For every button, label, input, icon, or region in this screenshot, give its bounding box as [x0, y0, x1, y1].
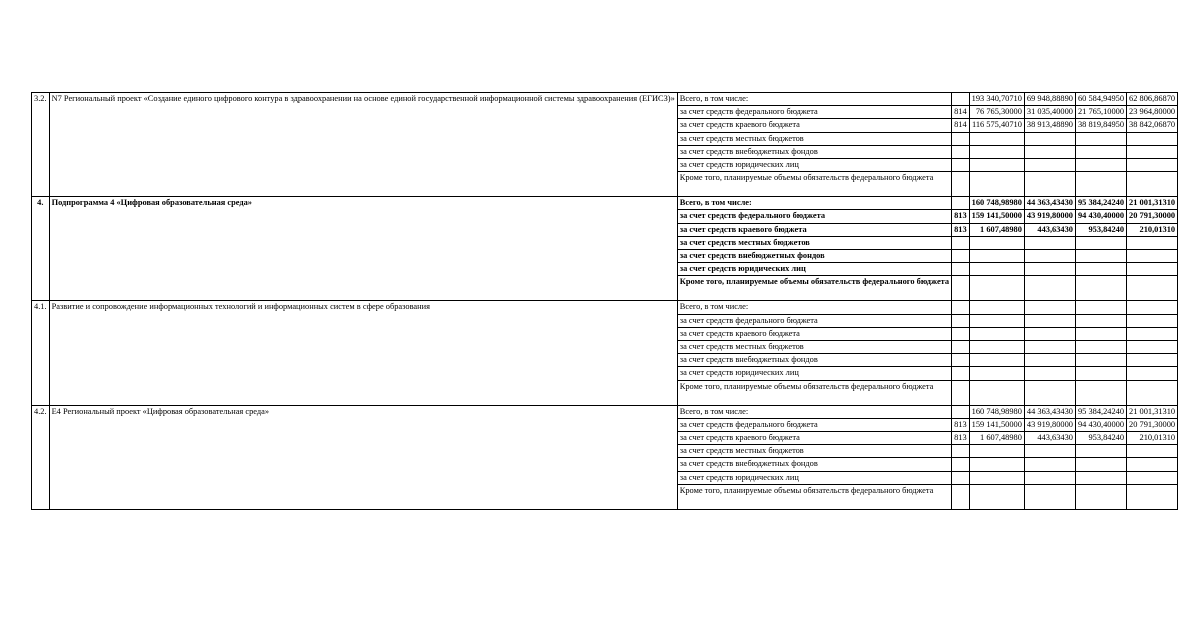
funding-source-cell: Всего, в том числе:	[677, 197, 951, 210]
budget-code-cell: 814	[952, 119, 970, 132]
funding-source-cell: за счет средств местных бюджетов	[677, 341, 951, 354]
year-1-amount-cell	[1024, 276, 1075, 301]
total-amount-cell	[969, 380, 1024, 405]
funding-source-cell: Всего, в том числе:	[677, 405, 951, 418]
year-2-amount-cell: 38 819,84950	[1075, 119, 1126, 132]
total-amount-cell	[969, 354, 1024, 367]
year-1-amount-cell: 31 035,40000	[1024, 106, 1075, 119]
budget-code-cell	[952, 484, 970, 509]
year-2-amount-cell	[1075, 236, 1126, 249]
funding-source-cell: за счет средств внебюджетных фондов	[677, 145, 951, 158]
year-2-amount-cell: 95 384,24240	[1075, 197, 1126, 210]
total-amount-cell: 116 575,40710	[969, 119, 1024, 132]
budget-table-body	[32, 93, 1178, 510]
year-3-amount-cell: 20 791,30000	[1127, 418, 1178, 431]
year-2-amount-cell	[1075, 327, 1126, 340]
year-1-amount-cell	[1024, 458, 1075, 471]
year-3-amount-cell	[1127, 367, 1178, 380]
year-2-amount-cell: 94 430,40000	[1075, 210, 1126, 223]
total-amount-cell	[969, 341, 1024, 354]
total-amount-cell	[969, 458, 1024, 471]
budget-code-cell	[952, 458, 970, 471]
budget-code-cell	[952, 250, 970, 263]
year-1-amount-cell	[1024, 354, 1075, 367]
program-name-cell: E4 Региональный проект «Цифровая образовательная среда»	[49, 405, 677, 509]
year-2-amount-cell	[1075, 471, 1126, 484]
funding-source-cell: Кроме того, планируемые объемы обязательств федерального бюджета	[677, 172, 951, 197]
budget-code-cell	[952, 263, 970, 276]
year-2-amount-cell	[1075, 484, 1126, 509]
total-amount-cell	[969, 471, 1024, 484]
table-row	[32, 197, 1178, 210]
year-1-amount-cell: 43 919,80000	[1024, 210, 1075, 223]
year-2-amount-cell	[1075, 159, 1126, 172]
total-amount-cell: 1 607,48980	[969, 432, 1024, 445]
year-2-amount-cell	[1075, 250, 1126, 263]
year-3-amount-cell	[1127, 132, 1178, 145]
year-2-amount-cell	[1075, 445, 1126, 458]
budget-code-cell	[952, 341, 970, 354]
funding-source-cell: за счет средств внебюджетных фондов	[677, 354, 951, 367]
budget-code-cell: 813	[952, 210, 970, 223]
year-1-amount-cell	[1024, 250, 1075, 263]
budget-code-cell	[952, 236, 970, 249]
year-3-amount-cell	[1127, 314, 1178, 327]
budget-code-cell	[952, 405, 970, 418]
row-number-cell: 3.2.	[32, 93, 50, 197]
total-amount-cell	[969, 445, 1024, 458]
year-2-amount-cell	[1075, 145, 1126, 158]
year-3-amount-cell	[1127, 380, 1178, 405]
year-2-amount-cell	[1075, 380, 1126, 405]
year-3-amount-cell	[1127, 263, 1178, 276]
funding-source-cell: за счет средств краевого бюджета	[677, 327, 951, 340]
total-amount-cell: 160 748,98980	[969, 197, 1024, 210]
year-3-amount-cell: 20 791,30000	[1127, 210, 1178, 223]
funding-source-cell: за счет средств краевого бюджета	[677, 223, 951, 236]
total-amount-cell: 159 141,50000	[969, 418, 1024, 431]
row-number-cell: 4.1.	[32, 301, 50, 405]
budget-code-cell: 813	[952, 418, 970, 431]
total-amount-cell: 193 340,70710	[969, 93, 1024, 106]
program-name-cell: Развитие и сопровождение информационных технологий и информационных систем в сфере образования	[49, 301, 677, 405]
table-row	[32, 93, 1178, 106]
year-2-amount-cell: 953,84240	[1075, 432, 1126, 445]
year-3-amount-cell	[1127, 445, 1178, 458]
year-2-amount-cell: 953,84240	[1075, 223, 1126, 236]
year-1-amount-cell: 38 913,48890	[1024, 119, 1075, 132]
year-1-amount-cell	[1024, 341, 1075, 354]
year-1-amount-cell: 44 363,43430	[1024, 405, 1075, 418]
year-3-amount-cell	[1127, 458, 1178, 471]
funding-source-cell: Кроме того, планируемые объемы обязательств федерального бюджета	[677, 484, 951, 509]
funding-source-cell: за счет средств местных бюджетов	[677, 236, 951, 249]
year-1-amount-cell	[1024, 380, 1075, 405]
year-2-amount-cell	[1075, 314, 1126, 327]
year-2-amount-cell: 94 430,40000	[1075, 418, 1126, 431]
budget-code-cell: 814	[952, 106, 970, 119]
year-1-amount-cell: 44 363,43430	[1024, 197, 1075, 210]
total-amount-cell	[969, 263, 1024, 276]
total-amount-cell	[969, 159, 1024, 172]
year-2-amount-cell	[1075, 354, 1126, 367]
year-1-amount-cell	[1024, 263, 1075, 276]
year-1-amount-cell: 443,63430	[1024, 223, 1075, 236]
year-1-amount-cell	[1024, 159, 1075, 172]
year-3-amount-cell: 23 964,80000	[1127, 106, 1178, 119]
budget-code-cell	[952, 471, 970, 484]
year-2-amount-cell	[1075, 341, 1126, 354]
budget-code-cell	[952, 314, 970, 327]
funding-source-cell: за счет средств юридических лиц	[677, 471, 951, 484]
total-amount-cell	[969, 314, 1024, 327]
year-3-amount-cell: 38 842,06870	[1127, 119, 1178, 132]
year-3-amount-cell	[1127, 471, 1178, 484]
year-3-amount-cell	[1127, 327, 1178, 340]
budget-code-cell	[952, 197, 970, 210]
budget-code-cell	[952, 301, 970, 314]
funding-source-cell: за счет средств федерального бюджета	[677, 210, 951, 223]
funding-source-cell: за счет средств юридических лиц	[677, 159, 951, 172]
year-1-amount-cell	[1024, 327, 1075, 340]
total-amount-cell: 159 141,50000	[969, 210, 1024, 223]
year-3-amount-cell	[1127, 236, 1178, 249]
program-name-cell: N7 Региональный проект «Создание единого цифрового контура в здравоохранении на основе единой государственной информационной системы здравоохранения (ЕГИСЗ)»	[49, 93, 677, 197]
row-number-cell: 4.2.	[32, 405, 50, 509]
year-2-amount-cell	[1075, 263, 1126, 276]
year-3-amount-cell: 21 001,31310	[1127, 405, 1178, 418]
budget-code-cell: 813	[952, 223, 970, 236]
year-3-amount-cell	[1127, 354, 1178, 367]
budget-code-cell	[952, 93, 970, 106]
row-number-cell: 4.	[32, 197, 50, 301]
year-3-amount-cell	[1127, 484, 1178, 509]
total-amount-cell	[969, 172, 1024, 197]
funding-source-cell: Всего, в том числе:	[677, 301, 951, 314]
budget-code-cell	[952, 380, 970, 405]
budget-table	[31, 92, 1178, 510]
funding-source-cell: Кроме того, планируемые объемы обязательств федерального бюджета	[677, 380, 951, 405]
year-3-amount-cell: 62 806,86870	[1127, 93, 1178, 106]
funding-source-cell: за счет средств федерального бюджета	[677, 418, 951, 431]
funding-source-cell: Всего, в том числе:	[677, 93, 951, 106]
total-amount-cell	[969, 327, 1024, 340]
year-3-amount-cell	[1127, 172, 1178, 197]
year-1-amount-cell: 69 948,88890	[1024, 93, 1075, 106]
year-1-amount-cell: 43 919,80000	[1024, 418, 1075, 431]
year-3-amount-cell	[1127, 159, 1178, 172]
year-2-amount-cell	[1075, 132, 1126, 145]
year-1-amount-cell	[1024, 471, 1075, 484]
year-1-amount-cell	[1024, 145, 1075, 158]
year-3-amount-cell	[1127, 145, 1178, 158]
total-amount-cell	[969, 367, 1024, 380]
budget-code-cell	[952, 327, 970, 340]
year-1-amount-cell	[1024, 172, 1075, 197]
program-name-cell: Подпрограмма 4 «Цифровая образовательная среда»	[49, 197, 677, 301]
funding-source-cell: за счет средств внебюджетных фондов	[677, 250, 951, 263]
budget-code-cell	[952, 354, 970, 367]
budget-code-cell: 813	[952, 432, 970, 445]
total-amount-cell	[969, 301, 1024, 314]
year-1-amount-cell	[1024, 484, 1075, 509]
funding-source-cell: за счет средств юридических лиц	[677, 263, 951, 276]
year-2-amount-cell: 60 584,94950	[1075, 93, 1126, 106]
total-amount-cell	[969, 250, 1024, 263]
total-amount-cell	[969, 484, 1024, 509]
year-3-amount-cell	[1127, 301, 1178, 314]
budget-code-cell	[952, 172, 970, 197]
year-1-amount-cell	[1024, 367, 1075, 380]
funding-source-cell: за счет средств федерального бюджета	[677, 314, 951, 327]
budget-code-cell	[952, 276, 970, 301]
funding-source-cell: за счет средств местных бюджетов	[677, 132, 951, 145]
budget-code-cell	[952, 159, 970, 172]
funding-source-cell: за счет средств внебюджетных фондов	[677, 458, 951, 471]
year-3-amount-cell	[1127, 341, 1178, 354]
budget-code-cell	[952, 367, 970, 380]
funding-source-cell: за счет средств краевого бюджета	[677, 119, 951, 132]
total-amount-cell	[969, 236, 1024, 249]
year-1-amount-cell: 443,63430	[1024, 432, 1075, 445]
funding-source-cell: за счет средств местных бюджетов	[677, 445, 951, 458]
year-1-amount-cell	[1024, 236, 1075, 249]
budget-code-cell	[952, 145, 970, 158]
year-3-amount-cell: 21 001,31310	[1127, 197, 1178, 210]
year-2-amount-cell	[1075, 301, 1126, 314]
funding-source-cell: Кроме того, планируемые объемы обязательств федерального бюджета	[677, 276, 951, 301]
budget-code-cell	[952, 132, 970, 145]
year-2-amount-cell: 95 384,24240	[1075, 405, 1126, 418]
total-amount-cell: 76 765,30000	[969, 106, 1024, 119]
year-3-amount-cell	[1127, 250, 1178, 263]
total-amount-cell: 160 748,98980	[969, 405, 1024, 418]
total-amount-cell	[969, 132, 1024, 145]
total-amount-cell: 1 607,48980	[969, 223, 1024, 236]
year-1-amount-cell	[1024, 132, 1075, 145]
total-amount-cell	[969, 145, 1024, 158]
funding-source-cell: за счет средств федерального бюджета	[677, 106, 951, 119]
year-2-amount-cell: 21 765,10000	[1075, 106, 1126, 119]
total-amount-cell	[969, 276, 1024, 301]
year-1-amount-cell	[1024, 445, 1075, 458]
funding-source-cell: за счет средств юридических лиц	[677, 367, 951, 380]
year-2-amount-cell	[1075, 276, 1126, 301]
year-3-amount-cell: 210,01310	[1127, 432, 1178, 445]
year-3-amount-cell: 210,01310	[1127, 223, 1178, 236]
year-2-amount-cell	[1075, 367, 1126, 380]
year-2-amount-cell	[1075, 458, 1126, 471]
budget-code-cell	[952, 445, 970, 458]
funding-source-cell: за счет средств краевого бюджета	[677, 432, 951, 445]
year-1-amount-cell	[1024, 301, 1075, 314]
table-row	[32, 405, 1178, 418]
year-3-amount-cell	[1127, 276, 1178, 301]
year-1-amount-cell	[1024, 314, 1075, 327]
table-row	[32, 301, 1178, 314]
year-2-amount-cell	[1075, 172, 1126, 197]
